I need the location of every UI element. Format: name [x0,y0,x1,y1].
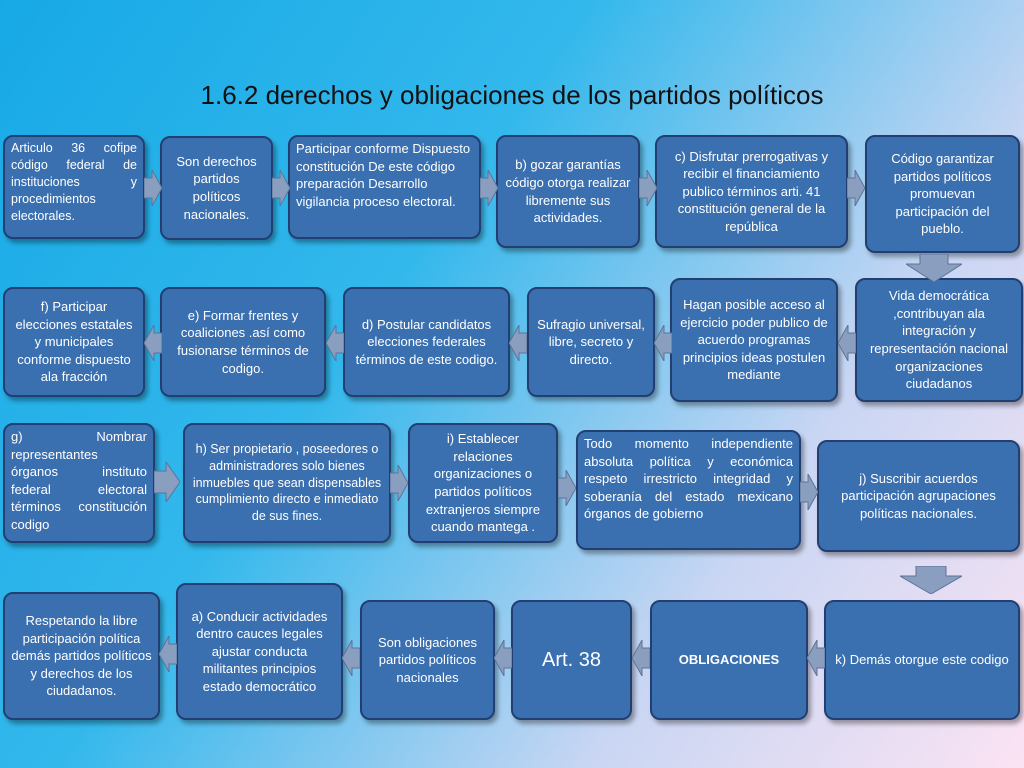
box-text: Son obligaciones partidos políticos nacionales [377,634,478,685]
box-text: g) Nombrar representantes órganos instituto federal electoral términos constitución codigo [11,429,147,532]
arrow-right-icon [154,462,180,502]
box-son-obligaciones [360,600,495,720]
box-disfrutar-prerrogativas [655,135,848,248]
box-text: Articulo 36 cofipe código federal de instituciones y procedimientos electorales. [11,141,137,223]
arrow-left-icon [654,325,672,361]
box-demas-otorgue [824,600,1020,720]
box-text: Hagan posible acceso al ejercicio poder publico de acuerdo programas principios ideas postulen mediante [680,297,828,383]
arrow-right-icon [800,474,818,510]
arrow-right-icon [144,170,162,206]
box-text: b) gozar garantías código otorga realizar libremente sus actividades. [505,157,631,226]
box-participar-elecciones [3,287,145,397]
box-text: Todo momento independiente absoluta política y económica respeto irrestricto integridad y soberanía del estado mexicano órganos de gobierno [584,436,793,522]
arrow-left-icon [342,640,360,676]
box-text: c) Disfrutar prerrogativas y recibir el financiamiento publico términos arti. 41 constitución general de la república [674,148,829,234]
arrow-right-icon [480,170,498,206]
box-gozar-garantias [496,135,640,248]
box-ser-propietario [183,423,391,543]
arrow-right-icon [558,470,576,506]
box-establecer-relaciones [408,423,558,543]
box-codigo-garantizar [865,135,1020,253]
arrow-down-icon [906,254,962,282]
box-vida-democratica [855,278,1023,402]
box-nombrar-representantes [3,423,155,543]
box-text: Sufragio universal, libre, secreto y directo. [537,316,645,367]
box-text: Art. 38 [542,648,601,671]
arrow-right-icon [639,170,657,206]
box-respetando [3,592,160,720]
box-text: Participar conforme Dispuesto constitución De este código preparación Desarrollo vigilancia proceso electoral. [296,141,471,209]
box-articulo-36 [3,135,145,239]
box-text: k) Demás otorgue este codigo [835,652,1009,668]
box-text: j) Suscribir acuerdos participación agrupaciones políticas nacionales. [841,470,996,521]
box-art-38 [511,600,632,720]
box-obligaciones [650,600,808,720]
arrow-left-icon [326,325,344,361]
arrow-right-icon [272,170,290,206]
box-todo-momento [576,430,801,550]
box-formar-frentes [160,287,326,397]
box-sufragio [527,287,655,397]
box-participar-conforme [288,135,481,239]
box-text: OBLIGACIONES [678,652,780,668]
box-conducir-actividades [176,583,343,720]
box-suscribir-acuerdos [817,440,1020,552]
box-text: Vida democrática ,contribuyan ala integración y representación nacional organizaciones ciudadanos [869,288,1009,392]
box-text: h) Ser propietario , poseedores o administradores solo bienes inmuebles que sean dispensables cumplimiento directo e inmediato de sus fines. [192,441,382,524]
box-text: a) Conducir actividades dentro cauces legales ajustar conducta militantes principios estado democrático [191,608,328,694]
arrow-left-icon [509,325,527,361]
arrow-left-icon [807,640,825,676]
arrow-left-icon [632,640,650,676]
box-text: i) Establecer relaciones organizaciones o partidos políticos extranjeros siempre cuando mantega . [425,431,541,535]
arrow-right-icon [847,170,865,206]
arrow-right-icon [390,465,408,501]
arrow-down-icon [900,566,962,594]
box-text: Respetando la libre participación política demás partidos políticos y derechos de los ciudadanos. [11,613,152,699]
box-text: Son derechos partidos políticos nacionales. [176,153,257,222]
box-son-derechos [160,136,273,240]
arrow-left-icon [144,325,162,361]
diagram-title: 1.6.2 derechos y obligaciones de los partidos políticos [200,80,824,110]
box-text: Código garantizar partidos políticos promuevan participación del pueblo. [891,151,994,237]
box-postular-candidatos [343,287,510,397]
box-text: d) Postular candidatos elecciones federales términos de este codigo. [355,316,498,367]
arrow-left-icon [494,640,512,676]
box-text: e) Formar frentes y coaliciones .así como fusionarse términos de codigo. [177,307,309,376]
arrow-left-icon [838,325,856,361]
box-hagan-posible [670,278,838,402]
box-text: f) Participar elecciones estatales y municipales conforme dispuesto ala fracción [15,299,133,385]
arrow-left-icon [159,636,177,672]
